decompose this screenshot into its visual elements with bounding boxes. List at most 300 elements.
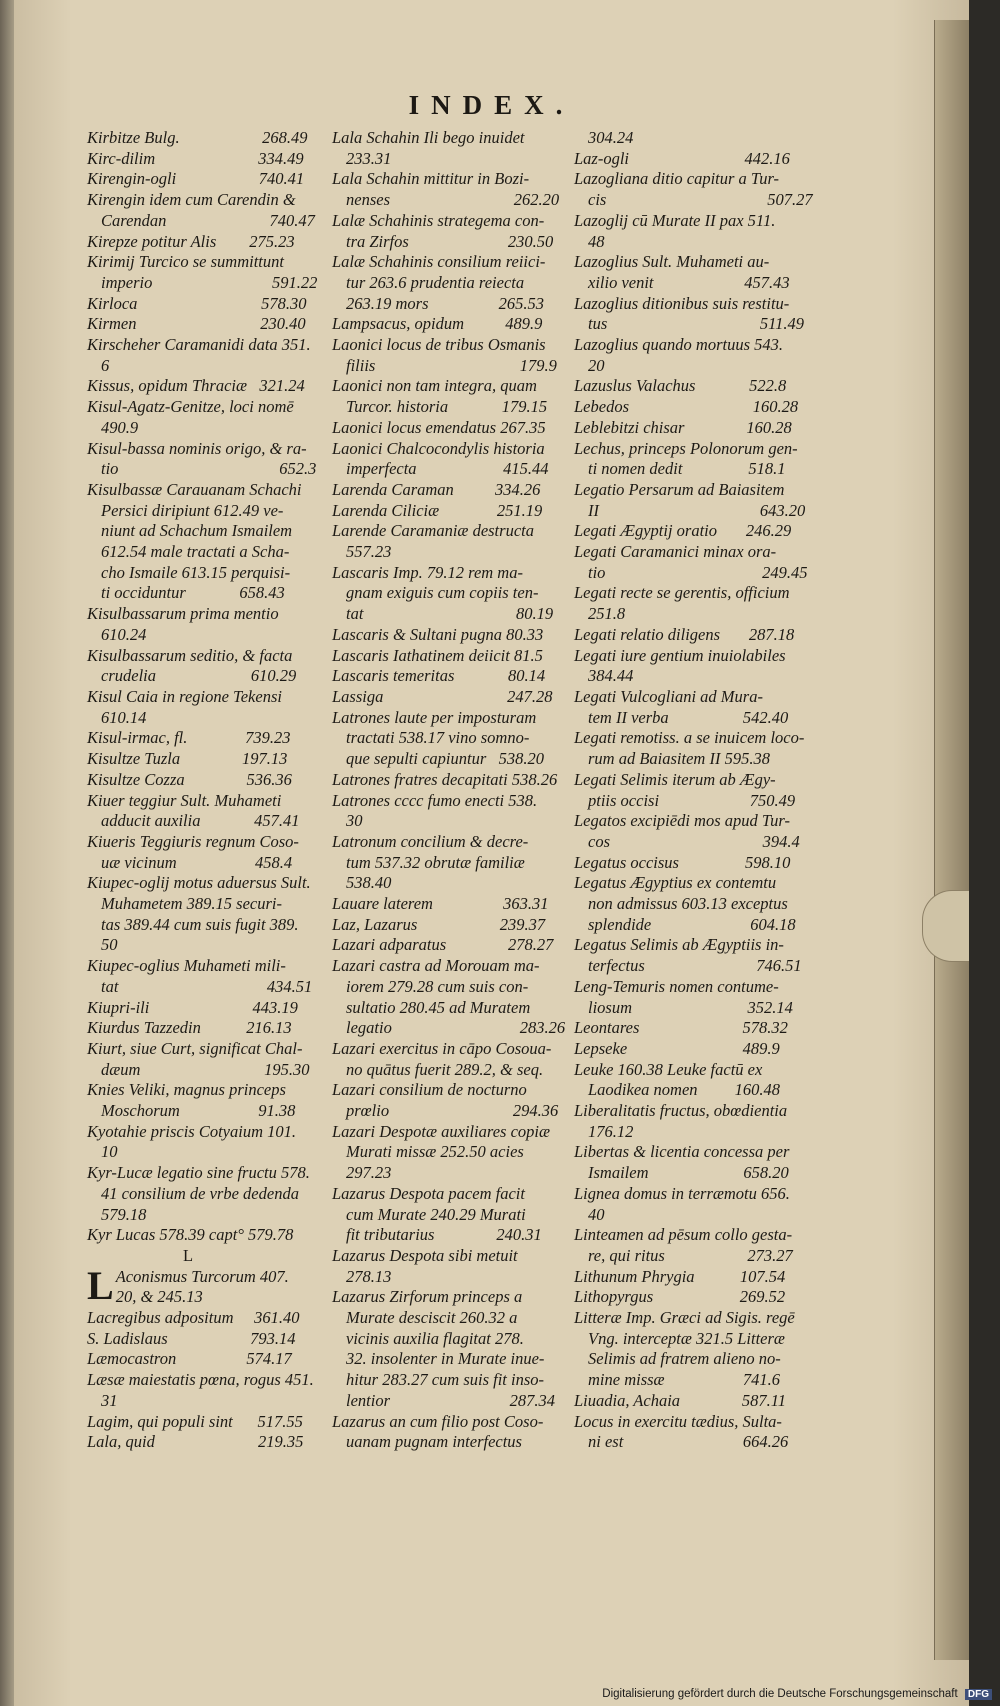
entry-text: non admissus 603.13 exceptus — [588, 894, 788, 914]
index-entry — [574, 583, 806, 604]
index-entry — [574, 335, 806, 356]
entry-text: Murate desciscit 260.32 a — [346, 1308, 518, 1328]
index-entry — [332, 749, 562, 770]
entry-text: Kisul-bassa nominis origo, & ra- — [87, 438, 307, 458]
index-entry — [332, 1163, 562, 1184]
entry-text: Legati recte se gerentis, officium — [574, 583, 790, 603]
index-entry — [332, 770, 562, 791]
index-entry — [87, 1018, 292, 1039]
entry-text: re, qui ritus 273.27 — [588, 1245, 793, 1265]
entry-text: Lazoglij cū Murate II pax 511. — [574, 210, 776, 230]
index-entry — [332, 646, 562, 667]
entry-text: Selimis ad fratrem alieno no- — [588, 1349, 781, 1369]
index-entry — [87, 1225, 294, 1246]
entry-text: Laonici locus emendatus 267.35 — [332, 417, 546, 437]
entry-text: dæum 195.30 — [101, 1059, 310, 1079]
index-entry — [87, 1080, 289, 1101]
dfg-logo: DFG — [965, 1689, 992, 1700]
entry-text: xilio venit 457.43 — [588, 272, 790, 292]
index-entry — [574, 977, 806, 998]
entry-text: 30 — [346, 811, 363, 831]
index-entry — [574, 728, 806, 749]
entry-text: Kisul-irmac, fl. 739.23 — [87, 728, 291, 748]
entry-text: tat 80.19 — [346, 604, 554, 624]
entry-text: Kiupec-oglij motus aduersus Sult. — [87, 873, 311, 893]
entry-text: Legati Vulcogliani ad Mura- — [574, 686, 763, 706]
index-entry — [87, 1163, 310, 1184]
entry-text: tat 434.51 — [101, 976, 313, 996]
index-entry — [574, 1412, 806, 1433]
index-entry — [574, 749, 806, 770]
index-entry — [574, 998, 806, 1019]
entry-text: Lascaris Iathatinem deiicit 81.5 — [332, 645, 543, 665]
entry-text: 41 consilium de vrbe dedenda — [101, 1183, 299, 1203]
entry-text: tio 249.45 — [588, 562, 808, 582]
index-entry — [87, 335, 311, 356]
entry-text: Kirscheher Caramanidi data 351. — [87, 335, 311, 355]
index-entry — [574, 604, 806, 625]
entry-text: Lauare laterem 363.31 — [332, 894, 549, 914]
entry-text: Legati Caramanici minax ora- — [574, 542, 777, 562]
index-entry — [332, 232, 562, 253]
entry-text: 31 — [101, 1390, 118, 1410]
entry-text: Legatio Persarum ad Baiasitem — [574, 479, 785, 499]
index-entry — [574, 1163, 806, 1184]
index-entry — [87, 521, 293, 542]
index-entry — [332, 894, 562, 915]
index-entry — [574, 1246, 806, 1267]
index-entry — [574, 1391, 806, 1412]
entry-text: Lepseke 489.9 — [574, 1038, 780, 1058]
entry-text: Lascaris Imp. 79.12 rem ma- — [332, 562, 523, 582]
index-entry — [332, 1205, 562, 1226]
entry-text: 10 — [101, 1142, 118, 1162]
entry-text: Lazoglius Sult. Muhameti au- — [574, 252, 770, 272]
index-entry — [87, 811, 300, 832]
entry-text: Lascaris & Sultani pugna 80.33 — [332, 624, 544, 644]
entry-text: 48 — [588, 231, 605, 251]
index-entry — [87, 852, 293, 874]
entry-text: Latronum concilium & decre- — [332, 831, 529, 851]
index-entry — [574, 1329, 806, 1350]
index-entry — [87, 293, 307, 315]
index-entry — [332, 190, 562, 211]
index-entry — [574, 542, 806, 563]
index-entry — [574, 149, 806, 170]
index-entry — [332, 1225, 562, 1246]
index-entry — [574, 294, 806, 315]
entry-text: Lascaris temeritas 80.14 — [332, 666, 546, 686]
book-page — [14, 0, 969, 1706]
index-entry — [332, 687, 562, 708]
index-entry — [332, 1370, 562, 1391]
index-entry — [332, 583, 562, 604]
entry-text: liosum 352.14 — [588, 997, 793, 1017]
index-entry — [87, 128, 308, 149]
entry-text: cho Ismaile 613.15 perquisi- — [101, 562, 291, 582]
index-entry — [332, 998, 562, 1019]
index-entry — [574, 1018, 806, 1039]
index-entry — [87, 749, 289, 770]
entry-text: Legatus Ægyptius ex contemtu — [574, 873, 777, 893]
index-entry — [332, 625, 562, 646]
index-entry — [332, 273, 562, 294]
page-foredge — [934, 20, 969, 1660]
entry-text: uæ vicinum 458.4 — [101, 852, 293, 872]
index-entry — [574, 853, 806, 874]
index-entry — [332, 294, 562, 315]
index-entry — [87, 397, 294, 418]
entry-text: tio 652.3 — [101, 459, 317, 479]
entry-text: 610.14 — [101, 707, 147, 727]
index-entry — [574, 439, 806, 460]
entry-text: tem II verba 542.40 — [588, 707, 789, 727]
entry-text: Larenda Ciliciæ 251.19 — [332, 500, 543, 520]
entry-text: Lazoglius quando mortuus 543. — [574, 335, 784, 355]
index-entry — [574, 1205, 806, 1226]
index-entry — [332, 915, 562, 936]
entry-text: Kiuer teggiur Sult. Muhameti — [87, 790, 282, 810]
index-entry — [574, 1142, 806, 1163]
entry-text: S. Ladislaus 793.14 — [87, 1328, 296, 1348]
index-entry — [87, 418, 289, 439]
entry-text: Lazarus an cum filio post Coso- — [332, 1411, 544, 1431]
index-entry — [87, 1370, 314, 1391]
entry-text: Laz, Lazarus 239.37 — [332, 914, 546, 934]
entry-text: tus 511.49 — [588, 314, 805, 334]
entry-text: Lacregibus adpositum 361.40 — [87, 1308, 300, 1328]
index-entry — [332, 521, 562, 542]
entry-text: Lazari exercitus in cāpo Cosoua- — [332, 1038, 552, 1058]
index-entry — [574, 811, 806, 832]
entry-text: Lazoglius ditionibus suis restitu- — [574, 293, 790, 313]
entry-text: 233.31 — [346, 148, 392, 168]
index-entry — [332, 935, 562, 956]
entry-text: 297.23 — [346, 1163, 392, 1183]
entry-text: terfectus 746.51 — [588, 956, 802, 976]
index-entry — [87, 272, 318, 294]
index-entry — [574, 1122, 806, 1143]
entry-text: Kyotahie priscis Cotyaium 101. — [87, 1121, 296, 1141]
index-entry — [574, 211, 806, 232]
entry-text: Kirengin idem cum Carendin & — [87, 190, 296, 210]
index-entry — [574, 1349, 806, 1370]
index-entry — [332, 1432, 562, 1453]
index-entry — [574, 418, 806, 439]
index-entry — [332, 211, 562, 232]
index-entry — [87, 625, 289, 646]
index-entry — [87, 376, 305, 397]
entry-text: Lazogliana ditio capitur a Tur- — [574, 169, 780, 189]
index-entry — [87, 666, 297, 687]
entry-text: 263.19 mors 265.53 — [346, 293, 545, 313]
index-entry — [87, 252, 289, 273]
entry-text: Kisulbassæ Carauanam Schachi — [87, 479, 302, 499]
index-entry — [332, 728, 562, 749]
index-entry — [332, 977, 562, 998]
entry-text: Kirimij Turcico se summittunt — [87, 252, 284, 272]
entry-text: L — [182, 1245, 194, 1265]
entry-text: Laz-ogli 442.16 — [574, 148, 790, 168]
entry-text: tum 537.32 obrutæ familiæ — [346, 852, 525, 872]
index-entry — [332, 1246, 562, 1267]
index-entry — [332, 791, 562, 812]
index-column-1 — [87, 128, 318, 1453]
index-entry — [574, 1287, 806, 1308]
index-entry — [332, 314, 562, 335]
entry-text: Kirmen 230.40 — [87, 314, 306, 334]
index-entry — [87, 894, 289, 915]
entry-text: Legati relatio diligens 287.18 — [574, 624, 795, 644]
index-entry — [87, 708, 289, 729]
drop-cap: L — [87, 1262, 114, 1308]
entry-text: Knies Veliki, magnus princeps — [87, 1080, 286, 1100]
index-entry — [332, 1287, 562, 1308]
entry-text: Lazari castra ad Morouam ma- — [332, 956, 540, 976]
index-entry — [574, 521, 806, 542]
index-entry — [574, 791, 806, 812]
index-entry — [87, 997, 298, 1019]
entry-text: Kiueris Teggiuris regnum Coso- — [87, 831, 299, 851]
index-entry — [87, 479, 302, 501]
index-entry — [574, 935, 806, 956]
index-entry — [87, 169, 305, 190]
entry-text: nenses 262.20 — [346, 190, 560, 210]
entry-text: Kisultze Cozza 536.36 — [87, 769, 292, 789]
entry-text: Lazari Despotæ auxiliares copiæ — [332, 1121, 551, 1141]
index-entry — [332, 501, 562, 522]
index-entry — [87, 1308, 300, 1329]
entry-text: Kiurdus Tazzedin 216.13 — [87, 1018, 292, 1038]
entry-text: 20, & 245.13 — [115, 1287, 203, 1307]
entry-text: Lazarus Despota sibi metuit — [332, 1245, 518, 1265]
entry-text: Lazarus Despota pacem facit — [332, 1183, 525, 1203]
entry-text: Moschorum 91.38 — [101, 1101, 296, 1121]
entry-text: Legatos excipiēdi mos apud Tur- — [574, 811, 790, 831]
entry-text: 251.8 — [588, 604, 626, 624]
index-entry — [332, 1080, 562, 1101]
entry-text: 278.13 — [346, 1266, 392, 1286]
entry-text: que sepulti capiuntur 538.20 — [346, 749, 544, 769]
index-column-3 — [574, 128, 813, 1453]
index-entry — [574, 666, 806, 687]
index-entry — [574, 1432, 806, 1453]
entry-text: Kisulbassarum prima mentio — [87, 604, 279, 624]
entry-text: rum ad Baiasitem II 595.38 — [588, 749, 770, 769]
digitization-credit — [602, 1688, 992, 1700]
entry-text: filiis 179.9 — [346, 355, 557, 375]
entry-text: Ismailem 658.20 — [588, 1163, 789, 1183]
entry-text: tra Zirfos 230.50 — [346, 231, 554, 251]
index-entry — [574, 1184, 806, 1205]
index-entry — [574, 625, 806, 646]
index-entry — [574, 190, 813, 211]
index-entry — [87, 1287, 289, 1308]
index-entry — [87, 914, 299, 936]
credit-text: Digitalisierung gefördert durch die Deutsche Forschungsgemeinschaft — [602, 1688, 958, 1700]
entry-text: ti occiduntur 658.43 — [101, 583, 285, 603]
entry-text: Kiupec-oglius Muhameti mili- — [87, 956, 286, 976]
index-entry — [332, 1101, 562, 1122]
index-entry — [332, 439, 562, 460]
index-entry — [574, 956, 806, 977]
page-tab — [922, 890, 969, 962]
entry-text: 384.44 — [588, 666, 634, 686]
index-entry — [332, 666, 562, 687]
entry-text: Kirengin-ogli 740.41 — [87, 169, 305, 189]
entry-text: cis 507.27 — [588, 190, 813, 210]
entry-text: Liberalitatis fructus, obœdientia — [574, 1101, 788, 1121]
index-entry — [332, 1349, 562, 1370]
entry-text: prœlio 294.36 — [346, 1101, 559, 1121]
entry-text: Kisultze Tuzla 197.13 — [87, 749, 288, 769]
entry-text: Larende Caramaniæ destructa — [332, 521, 534, 541]
entry-text: Litteræ Imp. Græci ad Sigis. regē — [574, 1308, 795, 1328]
index-entry — [574, 356, 806, 377]
index-entry — [332, 356, 562, 377]
entry-text: Lazarus Zirforum princeps a — [332, 1287, 523, 1307]
entry-text: Liuadia, Achaia 587.11 — [574, 1390, 787, 1410]
entry-text: cos 394.4 — [588, 831, 800, 851]
index-entry — [87, 1142, 289, 1163]
index-entry — [87, 728, 289, 749]
entry-text: ptiis occisi 750.49 — [588, 790, 796, 810]
index-entry — [332, 169, 562, 190]
entry-text: Latrones cccc fumo enecti 538. — [332, 790, 538, 810]
index-entry — [332, 397, 562, 418]
index-entry — [574, 563, 806, 584]
entry-text: Latrones laute per imposturam — [332, 707, 537, 727]
index-entry — [87, 687, 289, 708]
index-entry — [87, 1121, 296, 1143]
index-entry — [332, 1391, 562, 1412]
entry-text: Lassiga 247.28 — [332, 686, 553, 706]
entry-text: Legatus occisus 598.10 — [574, 852, 791, 872]
entry-text: Legati Ægyptij oratio 246.29 — [574, 521, 792, 541]
entry-text: Lazari adparatus 278.27 — [332, 935, 554, 955]
section-letter — [87, 1246, 289, 1267]
index-entry — [87, 1391, 289, 1412]
index-entry — [87, 314, 306, 335]
index-entry — [87, 542, 289, 563]
entry-text: Kisul-Agatz-Genitze, loci nomē — [87, 397, 294, 417]
entry-text: Larenda Caraman 334.26 — [332, 479, 541, 499]
entry-text: Legati iure gentium inuiolabiles — [574, 645, 786, 665]
entry-text: Aconismus Turcorum 407. — [115, 1266, 289, 1286]
entry-text: Lithunum Phrygia 107.54 — [574, 1266, 786, 1286]
entry-text: legatio 283.26 — [346, 1018, 566, 1038]
index-entry — [87, 231, 295, 253]
entry-text: adducit auxilia 457.41 — [101, 811, 300, 831]
index-entry — [332, 832, 562, 853]
entry-text: Linteamen ad pēsum collo gesta- — [574, 1225, 793, 1245]
index-entry — [87, 148, 304, 170]
entry-text: splendide 604.18 — [588, 914, 796, 934]
index-entry — [87, 1183, 299, 1205]
entry-text: Lalæ Schahinis strategema con- — [332, 210, 545, 230]
index-entry — [574, 646, 806, 667]
entry-text: Lalæ Schahinis consilium reiici- — [332, 252, 546, 272]
entry-text: Lazuslus Valachus 522.8 — [574, 376, 787, 396]
entry-text: 50 — [101, 935, 118, 955]
entry-text: Lala Schahin mittitur in Bozi- — [332, 169, 530, 189]
entry-text: Kyr-Lucæ legatio sine fructu 578. — [87, 1163, 310, 1183]
index-entry — [332, 1184, 562, 1205]
index-entry — [87, 1059, 310, 1081]
index-entry — [87, 791, 289, 812]
entry-text: niunt ad Schachum Ismailem — [101, 521, 293, 541]
index-entry — [574, 1039, 806, 1060]
index-entry — [332, 1018, 566, 1039]
entry-text: imperio 591.22 — [101, 272, 318, 292]
index-entry — [87, 604, 289, 625]
index-entry — [574, 459, 806, 480]
index-entry — [332, 708, 562, 729]
entry-text: Kirloca 578.30 — [87, 293, 307, 313]
index-entry — [332, 1329, 562, 1350]
entry-text: Leuke 160.38 Leuke factū ex — [574, 1059, 763, 1079]
page-header: INDEX. — [408, 90, 575, 120]
entry-text: Kirbitze Bulg. 268.49 — [87, 128, 308, 147]
index-entry — [332, 563, 562, 584]
index-entry — [574, 1080, 806, 1101]
entry-text: ni est 664.26 — [588, 1432, 789, 1452]
index-entry — [332, 252, 562, 273]
index-entry — [87, 1349, 292, 1370]
index-entry — [87, 645, 293, 667]
entry-text: crudelia 610.29 — [101, 666, 297, 686]
entry-text: Kisulbassarum seditio, & facta — [87, 645, 293, 665]
index-entry — [87, 769, 292, 791]
index-entry — [87, 935, 289, 956]
index-entry — [574, 273, 806, 294]
entry-text: vicinis auxilia flagitat 278. — [346, 1328, 524, 1348]
index-entry — [574, 480, 806, 501]
entry-text: sultatio 280.45 ad Muratem — [346, 997, 531, 1017]
index-entry — [574, 252, 806, 273]
index-entry — [332, 149, 562, 170]
index-entry — [332, 853, 562, 874]
entry-text: Lithopyrgus 269.52 — [574, 1287, 786, 1307]
index-entry — [574, 314, 806, 335]
index-entry — [87, 563, 289, 584]
entry-text: Leng-Temuris nomen contume- — [574, 976, 779, 996]
entry-text: iorem 279.28 cum suis con- — [346, 976, 529, 996]
entry-text: Legati Selimis iterum ab Ægy- — [574, 769, 776, 789]
index-entry — [332, 335, 562, 356]
index-entry — [87, 459, 317, 480]
entry-text: Laodikea nomen 160.48 — [588, 1080, 781, 1100]
entry-text: imperfecta 415.44 — [346, 459, 549, 479]
index-entry — [332, 1412, 562, 1433]
entry-text: Kyr Lucas 578.39 capt° 579.78 — [87, 1225, 294, 1245]
entry-text: Leblebitzi chisar 160.28 — [574, 417, 792, 437]
index-entry — [87, 1328, 296, 1350]
entry-text: 40 — [588, 1204, 605, 1224]
entry-text: Carendan 740.47 — [101, 210, 315, 230]
entry-text: lentior 287.34 — [346, 1390, 555, 1410]
entry-text: 538.40 — [346, 873, 392, 893]
index-entry — [332, 376, 562, 397]
index-entry — [332, 418, 562, 439]
index-entry — [574, 687, 806, 708]
entry-text: tractati 538.17 vino somno- — [346, 728, 530, 748]
entry-text: 176.12 — [588, 1121, 634, 1141]
entry-text: Laonici non tam integra, quam — [332, 376, 537, 396]
entry-text: Lebedos 160.28 — [574, 397, 799, 417]
index-entry — [574, 501, 806, 522]
entry-text: Lala, quid 219.35 — [87, 1432, 304, 1452]
